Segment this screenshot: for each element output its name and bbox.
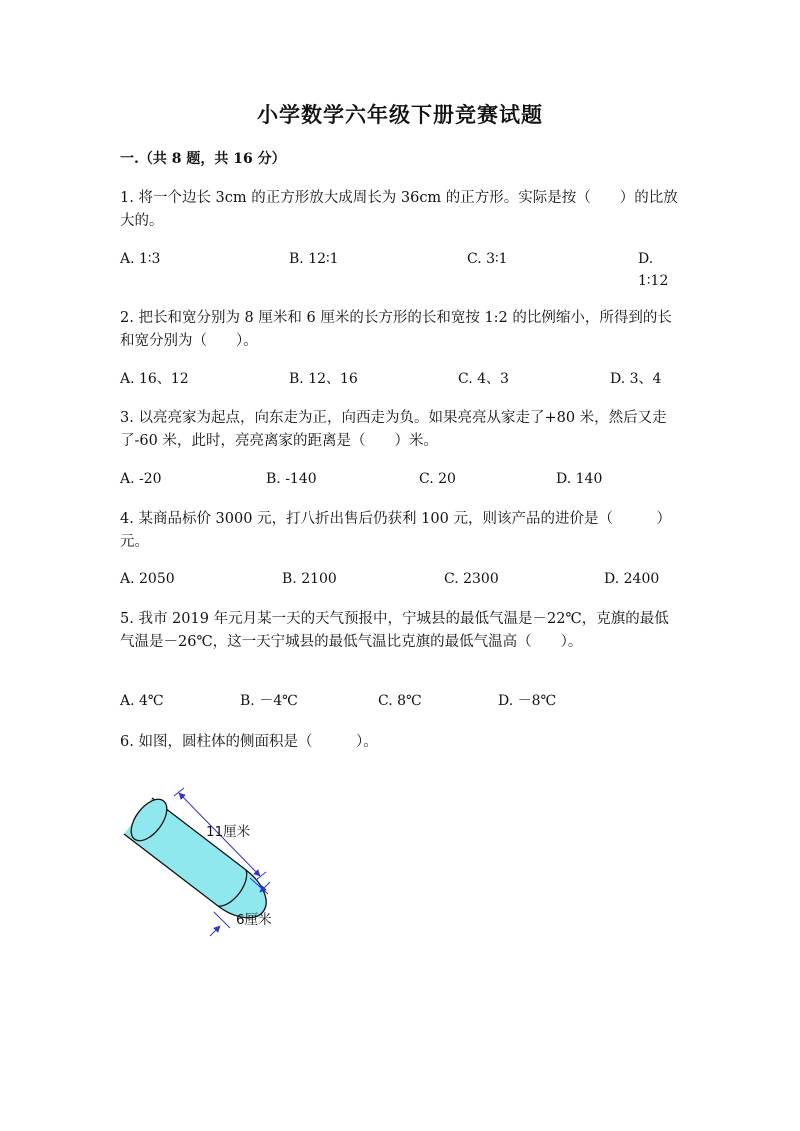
q2-option-c[interactable]: C. 4、3 — [458, 371, 509, 387]
q3-option-a[interactable]: A. -20 — [120, 471, 162, 487]
cylinder-svg — [118, 782, 298, 952]
diameter-arrow-left — [210, 926, 220, 936]
diameter-label: 6厘米 — [236, 912, 272, 928]
q5-option-b[interactable]: B. －4℃ — [240, 693, 298, 709]
q4-option-d[interactable]: D. 2400 — [604, 571, 660, 587]
q5-option-d[interactable]: D. －8℃ — [498, 693, 557, 709]
q5-option-a[interactable]: A. 4℃ — [120, 693, 164, 709]
q2-option-d[interactable]: D. 3、4 — [610, 371, 662, 387]
q1-option-a[interactable]: A. 1∶3 — [120, 251, 161, 267]
question-4: 4. 某商品标价 3000 元，打八折出售后仍获利 100 元，则该产品的进价是（ ）元。 — [120, 511, 671, 550]
section-heading: 一.（共 8 题，共 16 分） — [120, 151, 286, 167]
length-label: 11厘米 — [206, 824, 251, 840]
question-2: 2. 把长和宽分别为 8 厘米和 6 厘米的长方形的长和宽按 1:2 的比例缩小，所得到的长和宽分别为（ ）。 — [120, 310, 672, 349]
q4-option-a[interactable]: A. 2050 — [120, 571, 175, 587]
length-extension-top — [174, 788, 184, 796]
question-3: 3. 以亮亮家为起点，向东走为正，向西走为负。如果亮亮从家走了+80 米，然后又走了-60 米，此时，亮亮离家的距离是（ ）米。 — [120, 410, 667, 449]
question-5: 5. 我市 2019 年元月某一天的天气预报中，宁城县的最低气温是－22℃，克旗的最低气温是－26℃，这一天宁城县的最低气温比克旗的最低气温高（ ）。 — [120, 611, 669, 650]
q1-option-d[interactable]: D. 1∶12 — [638, 251, 669, 289]
q3-option-c[interactable]: C. 20 — [419, 471, 456, 487]
q4-option-c[interactable]: C. 2300 — [444, 571, 499, 587]
q4-option-b[interactable]: B. 2100 — [282, 571, 337, 587]
q1-option-b[interactable]: B. 12∶1 — [289, 251, 339, 267]
diameter-extension-left — [214, 912, 230, 928]
q2-option-b[interactable]: B. 12、16 — [289, 371, 358, 387]
question-6: 6. 如图，圆柱体的侧面积是（ ）。 — [120, 734, 378, 750]
q3-option-b[interactable]: B. -140 — [266, 471, 317, 487]
cylinder-figure — [118, 782, 298, 952]
q5-option-c[interactable]: C. 8℃ — [378, 693, 422, 709]
q1-option-c[interactable]: C. 3∶1 — [467, 251, 508, 267]
question-1: 1. 将一个边长 3cm 的正方形放大成周长为 36cm 的正方形。实际是按（ ）的比放大的。 — [120, 190, 678, 229]
q3-option-d[interactable]: D. 140 — [556, 471, 603, 487]
q2-option-a[interactable]: A. 16、12 — [120, 371, 189, 387]
page-title: 小学数学六年级下册竞赛试题 — [257, 102, 543, 127]
